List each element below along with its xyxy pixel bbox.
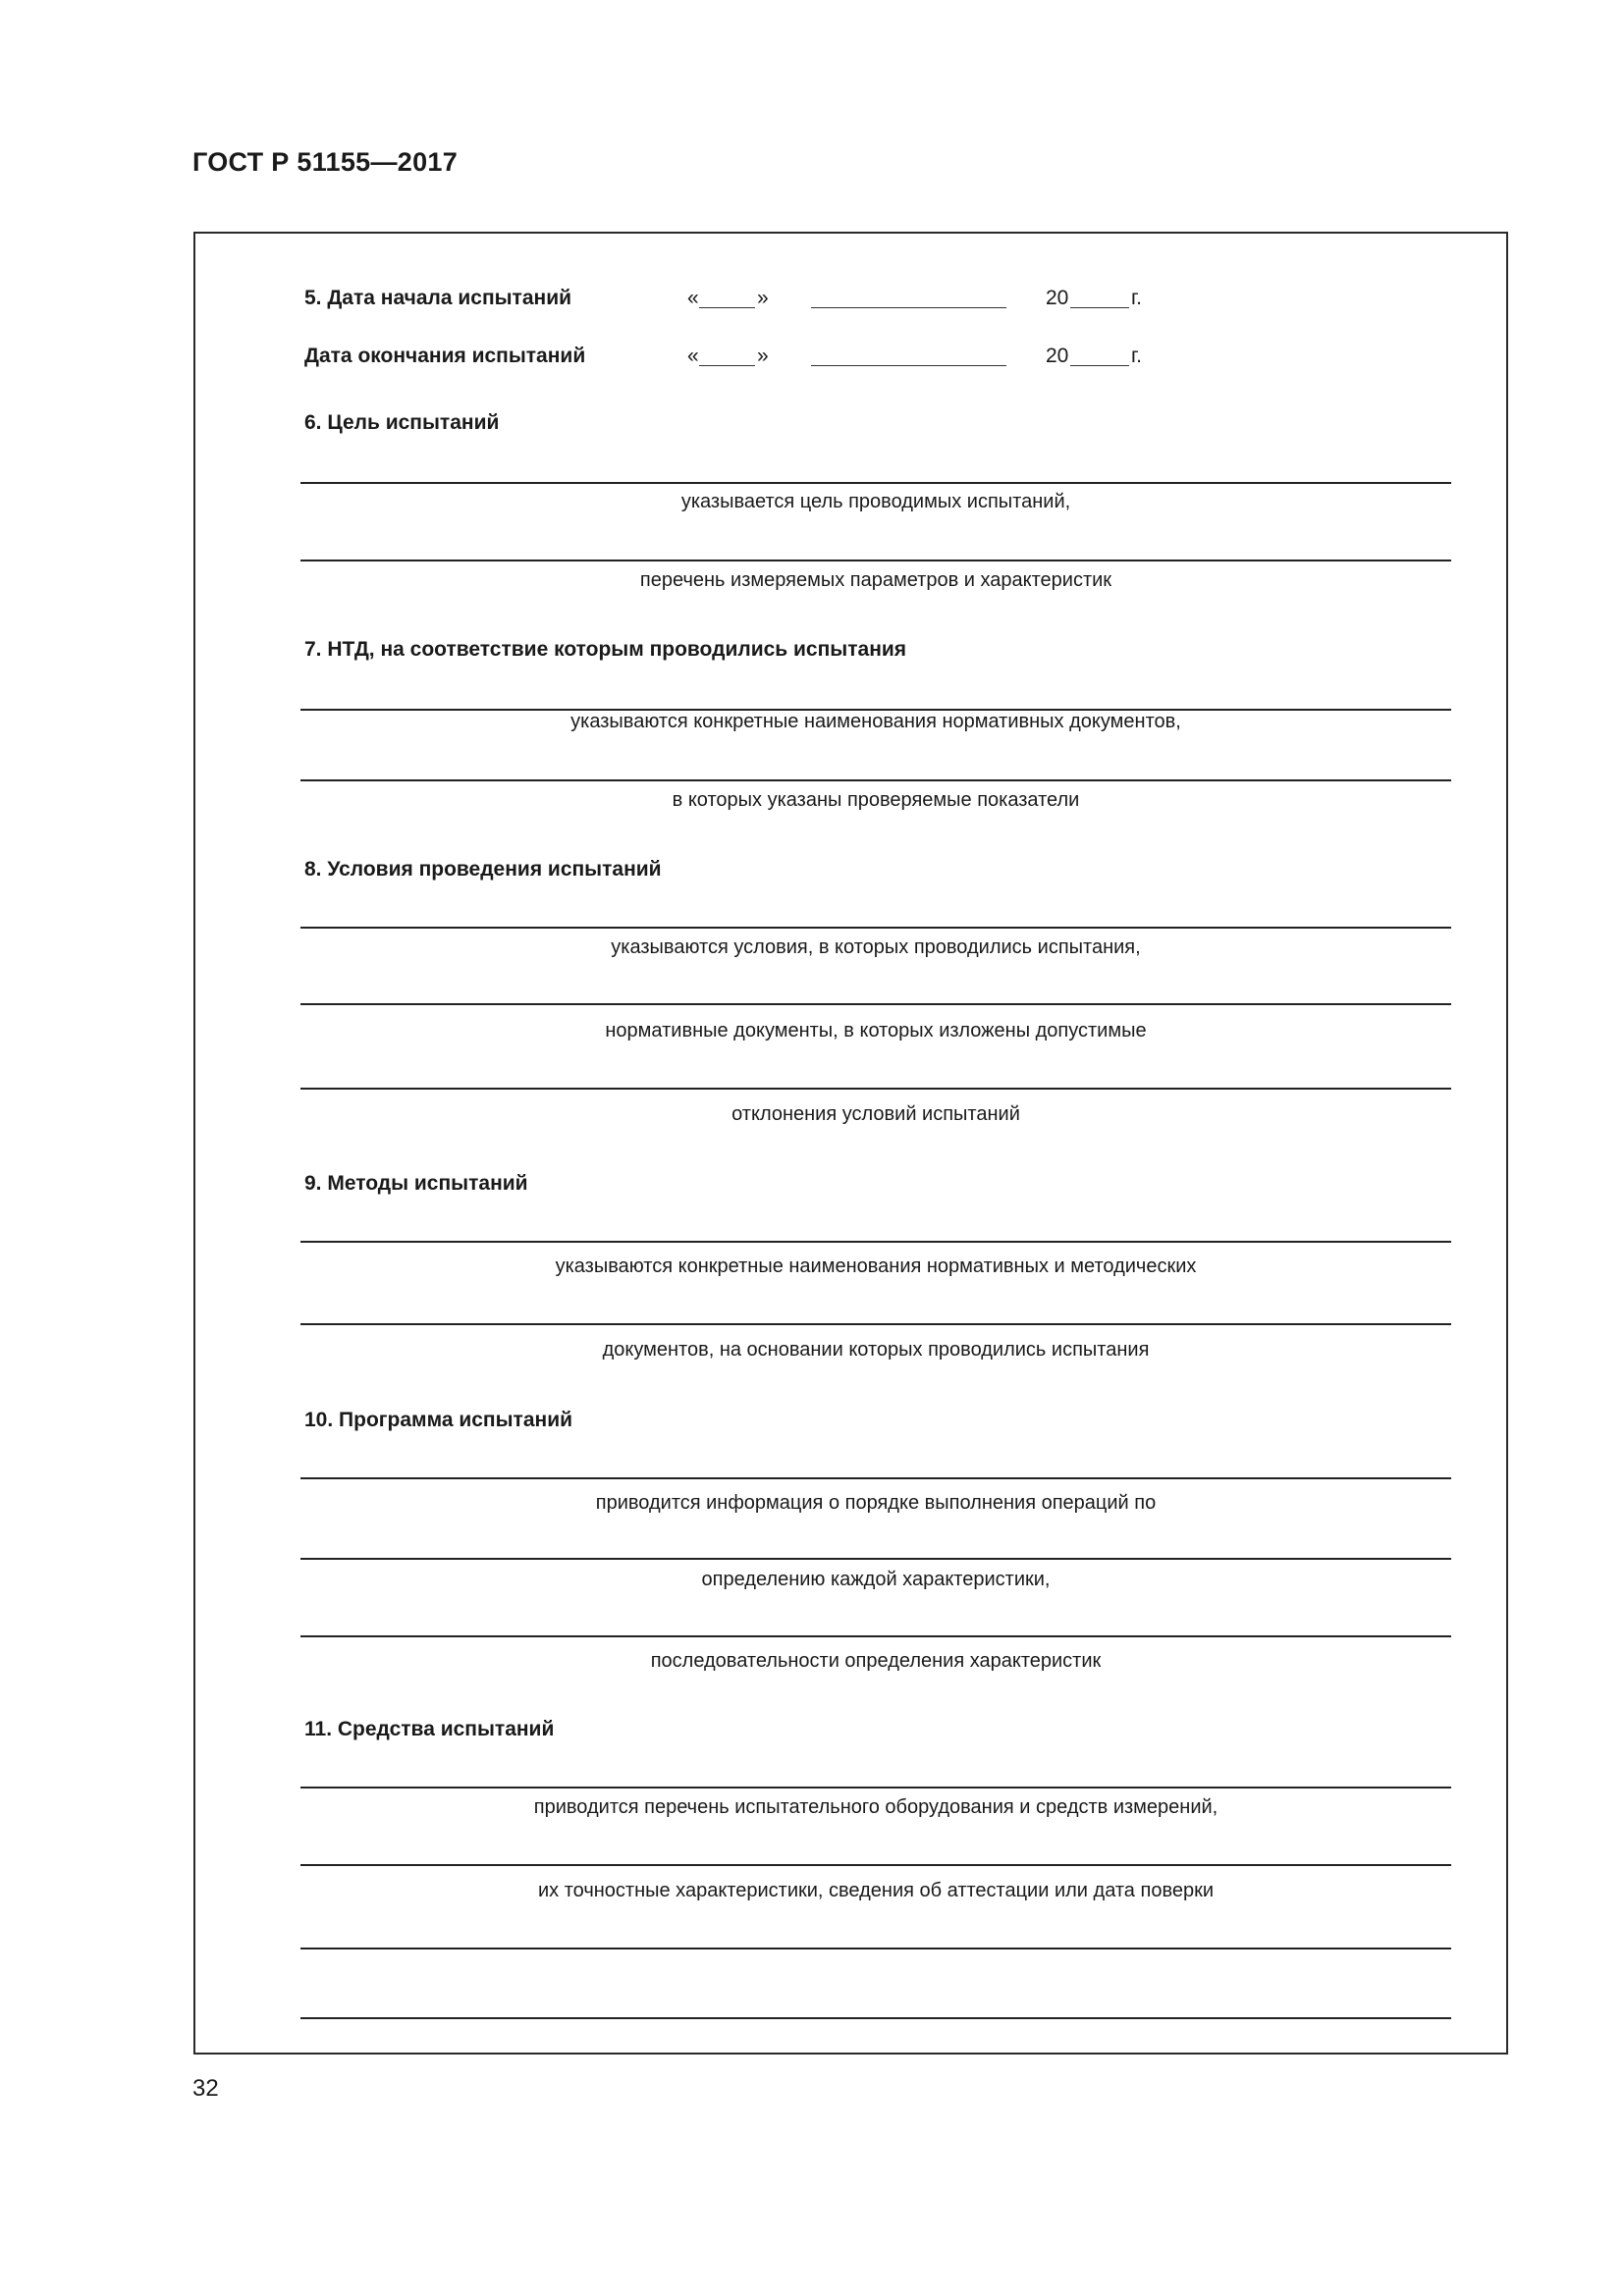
field-hint: определению каждой характеристики, (701, 1569, 1051, 1590)
document-header: ГОСТ Р 51155—2017 (192, 147, 459, 177)
fill-line[interactable] (300, 779, 1451, 781)
end-day-quote-open: « (687, 345, 699, 367)
end-day-field[interactable] (699, 365, 755, 366)
fill-line[interactable] (300, 1241, 1451, 1243)
fill-line[interactable] (300, 1323, 1451, 1325)
fill-line[interactable] (300, 1558, 1451, 1560)
end-month-field[interactable] (811, 365, 1006, 366)
section-8-title: 8. Условия проведения испытаний (304, 858, 662, 881)
fill-line[interactable] (300, 927, 1451, 929)
end-year-prefix: 20 (1046, 345, 1069, 367)
section-10-title: 10. Программа испытаний (304, 1409, 573, 1431)
field-hint: указываются условия, в которых проводились испытания, (611, 936, 1141, 958)
end-date-label: Дата окончания испытаний (304, 345, 586, 367)
fill-line[interactable] (300, 1948, 1451, 1949)
page-number: 32 (192, 2075, 219, 2102)
section-11-title: 11. Средства испытаний (304, 1718, 555, 1740)
field-hint: указываются конкретные наименования нормативных документов, (570, 711, 1181, 732)
field-hint: последовательности определения характеристик (650, 1650, 1102, 1672)
fill-line[interactable] (300, 482, 1451, 484)
field-hint: приводится информация о порядке выполнения операций по (595, 1492, 1157, 1514)
field-hint: в которых указаны проверяемые показатели (672, 789, 1080, 811)
section-9-title: 9. Методы испытаний (304, 1172, 528, 1195)
start-month-field[interactable] (811, 307, 1006, 308)
fill-line[interactable] (300, 1635, 1451, 1637)
start-year-suffix: г. (1131, 287, 1142, 309)
fill-line[interactable] (300, 1864, 1451, 1866)
fill-line[interactable] (300, 2017, 1451, 2019)
fill-line[interactable] (300, 1477, 1451, 1479)
start-year-prefix: 20 (1046, 287, 1069, 309)
field-hint: приводится перечень испытательного оборудования и средств измерений, (533, 1796, 1218, 1818)
start-day-field[interactable] (699, 307, 755, 308)
field-hint: перечень измеряемых параметров и характеристик (639, 569, 1112, 591)
field-hint: отклонения условий испытаний (731, 1103, 1020, 1125)
end-year-suffix: г. (1131, 345, 1142, 367)
start-year-field[interactable] (1070, 307, 1129, 308)
fill-line[interactable] (300, 1088, 1451, 1090)
field-hint: их точностные характеристики, сведения об аттестации или дата поверки (537, 1880, 1215, 1901)
start-date-label: 5. Дата начала испытаний (304, 287, 572, 309)
field-hint: нормативные документы, в которых изложены допустимые (605, 1020, 1147, 1041)
start-day-quote-close: » (757, 287, 769, 309)
fill-line[interactable] (300, 1003, 1451, 1005)
section-6-title: 6. Цель испытаний (304, 411, 500, 434)
start-day-quote-open: « (687, 287, 699, 309)
end-year-field[interactable] (1070, 365, 1129, 366)
field-hint: указывается цель проводимых испытаний, (680, 491, 1071, 512)
end-day-quote-close: » (757, 345, 769, 367)
field-hint: документов, на основании которых проводились испытания (602, 1339, 1150, 1361)
field-hint: указываются конкретные наименования нормативных и методических (555, 1255, 1197, 1277)
fill-line[interactable] (300, 560, 1451, 561)
section-7-title: 7. НТД, на соответствие которым проводились испытания (304, 638, 907, 661)
fill-line[interactable] (300, 1787, 1451, 1789)
